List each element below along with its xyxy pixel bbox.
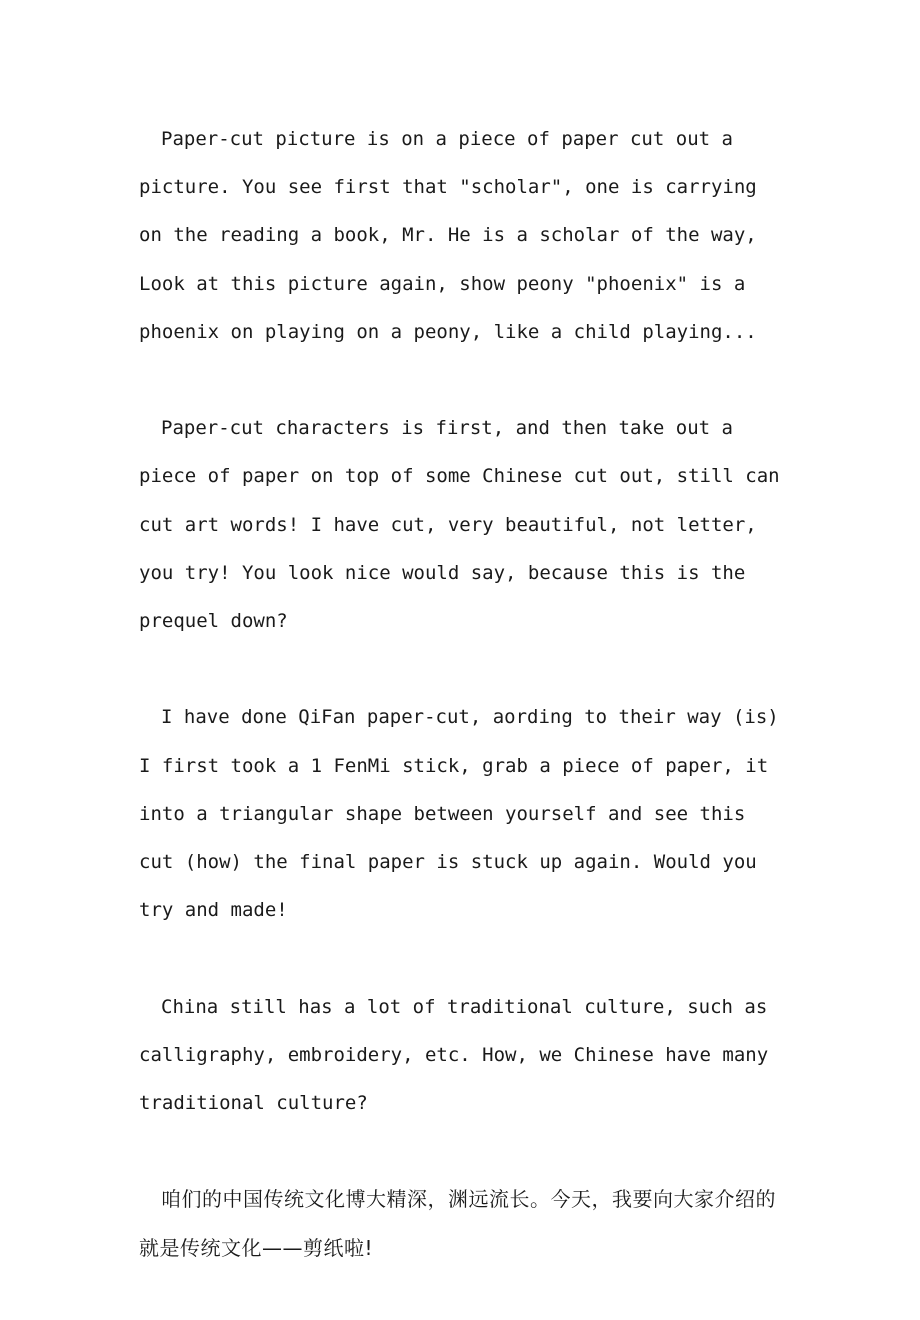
paragraph-paper-cut-characters: Paper-cut characters is first, and then take out a piece of paper on top of some Chinese cut out, still can cut art words! I have cut, very beautiful, not letter, you try! You look nice would say, because this is the prequel down? (139, 417, 780, 633)
paragraph-traditional-culture: China still has a lot of traditional culture, such as calligraphy, embroidery, etc. How, we Chinese have many traditional culture? (139, 995, 769, 1115)
paragraph-qifan-paper-cut: I have done QiFan paper-cut, aording to their way (is) I first took a 1 FenMi stick, grab a piece of paper, it into a triangular shape between yourself and see this cut (how) the final paper is stuck up again. Would you try and made! (139, 706, 779, 922)
document-body (139, 115, 789, 1320)
paragraph-chinese-intro: 咱们的中国传统文化博大精深，渊远流长。今天，我要向大家介绍的就是传统文化——剪纸啦! (139, 1187, 776, 1260)
paragraph-paper-cut-picture: Paper-cut picture is on a piece of paper cut out a picture. You see first that "scholar", one is carrying on the reading a book, Mr. He is a scholar of the way, Look at this picture again, show peony "phoenix" is a phoenix on playing on a peony, like a child playing... (139, 128, 757, 343)
